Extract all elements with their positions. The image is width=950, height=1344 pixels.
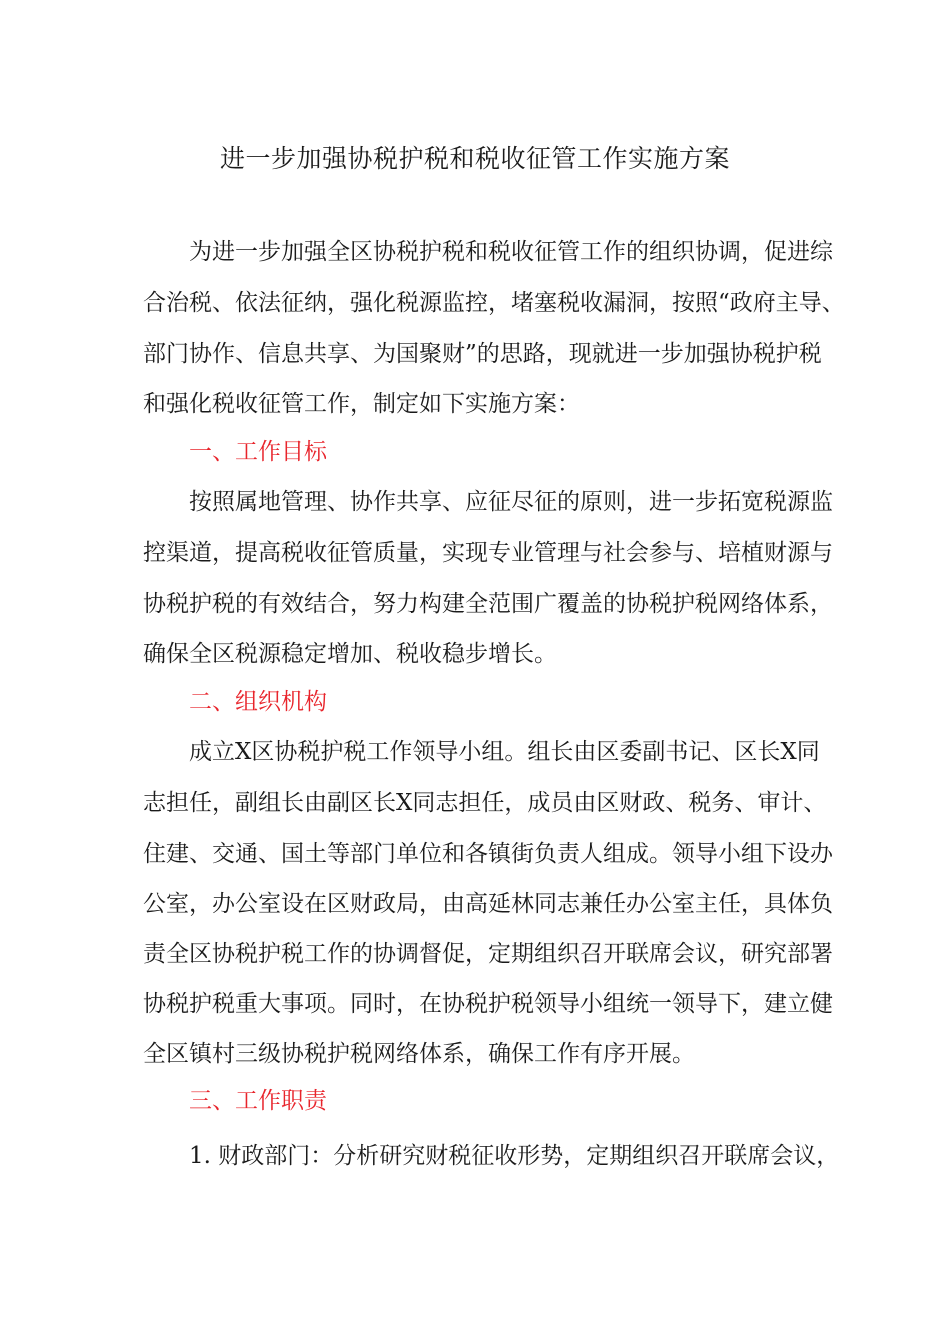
section2-line-4: 公室，办公室设在区财政局，由高延林同志兼任办公室主任，具体负 xyxy=(143,891,833,917)
intro-line-4: 和强化税收征管工作，制定如下实施方案： xyxy=(143,391,580,417)
section1-line-3: 协税护税的有效结合，努力构建全范围广覆盖的协税护税网络体系， xyxy=(143,591,833,617)
section-heading-duties: 三、工作职责 xyxy=(189,1088,327,1114)
section2-line-5: 责全区协税护税工作的协调督促，定期组织召开联席会议，研究部署 xyxy=(143,941,833,967)
document-title: 进一步加强协税护税和税收征管工作实施方案 xyxy=(219,144,730,173)
section1-line-2: 控渠道，提高税收征管质量，实现专业管理与社会参与、培植财源与 xyxy=(143,540,833,566)
section2-line-2: 志担任，副组长由副区长X同志担任，成员由区财政、税务、审计、 xyxy=(143,790,827,816)
section3-line-1: 1. 财政部门：分析研究财税征收形势，定期组织召开联席会议， xyxy=(189,1143,840,1169)
section2-line-7: 全区镇村三级协税护税网络体系，确保工作有序开展。 xyxy=(143,1041,695,1067)
section2-line-1: 成立X区协税护税工作领导小组。组长由区委副书记、区长X同 xyxy=(189,739,820,765)
section1-line-4: 确保全区税源稳定增加、税收稳步增长。 xyxy=(143,641,557,667)
section-heading-organization: 二、组织机构 xyxy=(189,689,327,715)
intro-line-1: 为进一步加强全区协税护税和税收征管工作的组织协调，促进综 xyxy=(189,239,833,265)
section1-line-1: 按照属地管理、协作共享、应征尽征的原则，进一步拓宽税源监 xyxy=(189,489,833,515)
intro-line-3: 部门协作、信息共享、为国聚财”的思路，现就进一步加强协税护税 xyxy=(143,341,822,367)
section-heading-goals: 一、工作目标 xyxy=(189,439,327,465)
section2-line-6: 协税护税重大事项。同时，在协税护税领导小组统一领导下，建立健 xyxy=(143,991,833,1017)
section2-line-3: 住建、交通、国土等部门单位和各镇街负责人组成。领导小组下设办 xyxy=(143,841,833,867)
intro-line-2: 合治税、依法征纳，强化税源监控，堵塞税收漏洞，按照“政府主导、 xyxy=(143,290,845,316)
